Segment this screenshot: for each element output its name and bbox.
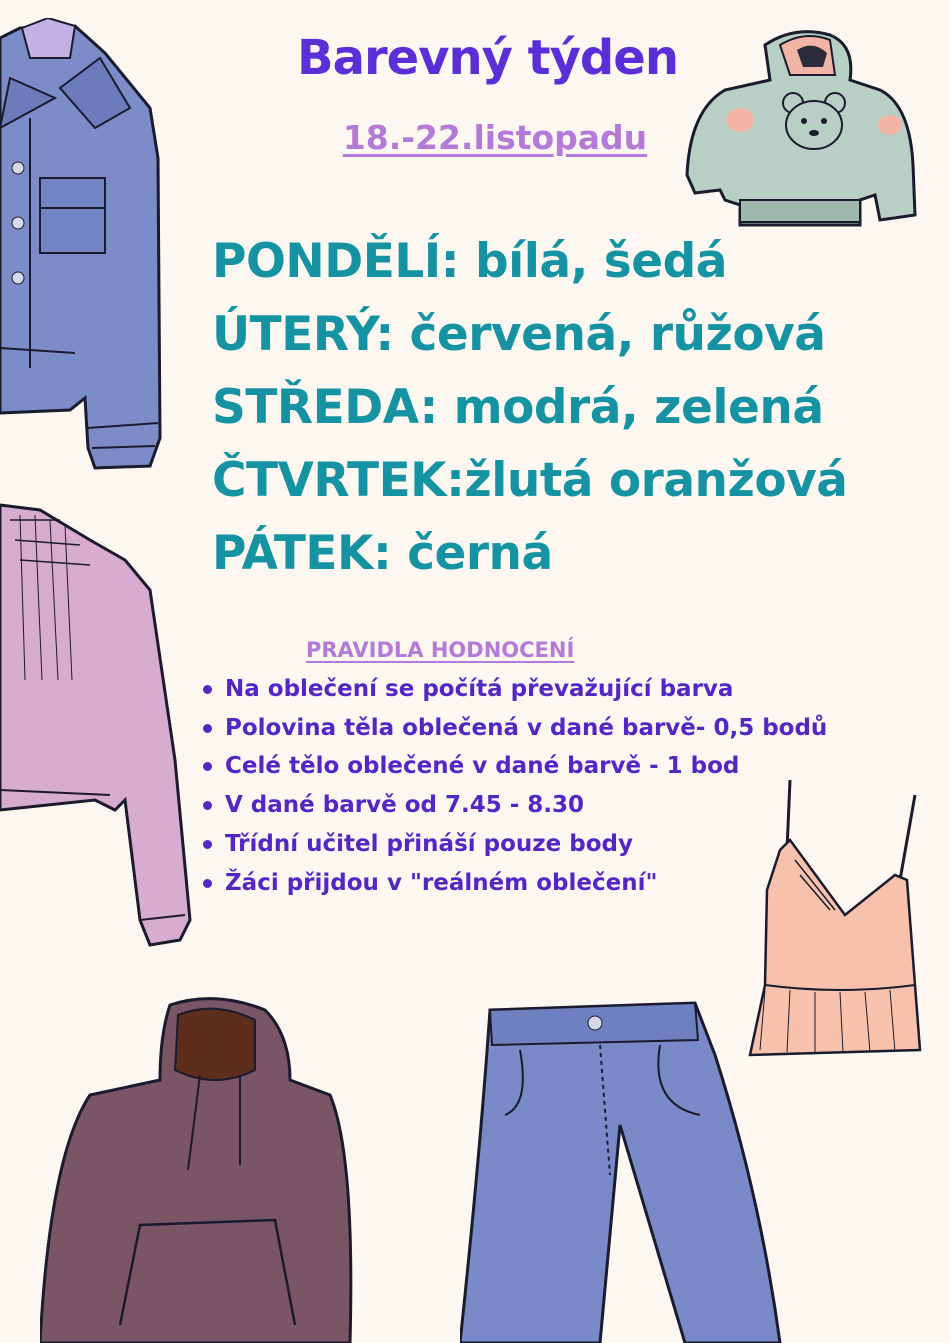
hoodie-icon bbox=[40, 995, 355, 1343]
day-monday: PONDĚLÍ: bílá, šedá bbox=[212, 234, 727, 289]
rule-item: Celé tělo oblečené v dané barvě - 1 bod bbox=[200, 747, 827, 786]
day-thursday: ČTVRTEK:žlutá oranžová bbox=[212, 453, 848, 508]
rule-item: Na oblečení se počítá převažující barva bbox=[200, 670, 827, 709]
pink-sweater-icon bbox=[0, 500, 195, 950]
event-dates: 18.-22.listopadu bbox=[342, 118, 648, 157]
rules-heading: PRAVIDLA HODNOCENÍ bbox=[306, 638, 575, 662]
rules-list bbox=[200, 670, 827, 902]
day-wednesday: STŘEDA: modrá, zelená bbox=[212, 380, 824, 435]
rule-item: Polovina těla oblečená v dané barvě- 0,5 bodů bbox=[200, 709, 827, 748]
day-tuesday: ÚTERÝ: červená, růžová bbox=[212, 307, 826, 362]
day-friday: PÁTEK: černá bbox=[212, 526, 553, 581]
rule-item: V dané barvě od 7.45 - 8.30 bbox=[200, 786, 827, 825]
rule-item: Třídní učitel přináší pouze body bbox=[200, 825, 827, 864]
page-title: Barevný týden bbox=[297, 30, 678, 86]
denim-jacket-icon bbox=[0, 18, 175, 478]
rule-item: Žáci přijdou v "reálném oblečení" bbox=[200, 864, 827, 903]
jeans-icon bbox=[460, 995, 785, 1343]
day-color-list bbox=[212, 225, 848, 590]
